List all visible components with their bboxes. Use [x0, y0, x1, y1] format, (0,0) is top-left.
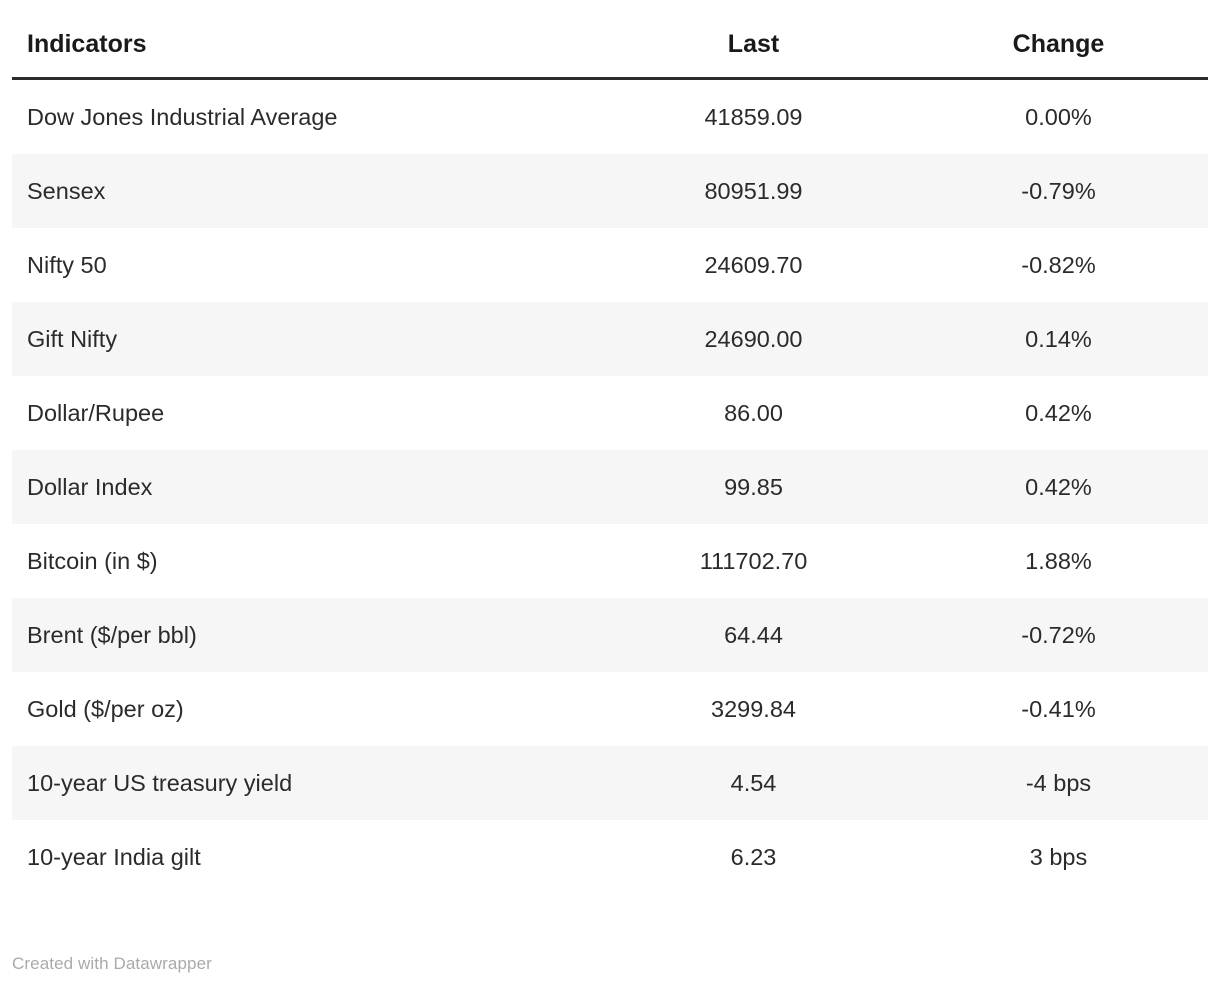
cell-last-value: 111702.70	[699, 547, 808, 574]
cell-indicator-name: Dow Jones Industrial Average	[27, 103, 338, 130]
table-body	[12, 79, 1208, 895]
table-row	[12, 672, 1208, 746]
table-row	[12, 154, 1208, 228]
column-header-last: Last	[598, 30, 909, 79]
cell-last-value: 4.54	[598, 746, 909, 820]
cell-change-value: -0.41%	[1021, 695, 1096, 722]
cell-indicator-name: Dollar Index	[12, 450, 598, 524]
cell-indicator-name: 10-year India gilt	[27, 843, 201, 870]
table-row	[12, 746, 1208, 820]
cell-change-value: 0.42%	[909, 450, 1208, 524]
table-row	[12, 450, 1208, 524]
column-header-indicators: Indicators	[12, 30, 598, 79]
cell-indicator-name: Gift Nifty	[12, 302, 598, 376]
cell-change-value: -0.72%	[909, 598, 1208, 672]
cell-indicator-name: Gold ($/per oz)	[27, 695, 184, 722]
table-header-row	[12, 30, 1208, 79]
cell-last-value: 41859.09	[704, 103, 803, 130]
table-row	[12, 302, 1208, 376]
cell-last-value: 86.00	[724, 399, 783, 426]
cell-last-value: 24609.70	[704, 251, 803, 278]
table-row	[12, 820, 1208, 894]
cell-last-value: 64.44	[598, 598, 909, 672]
cell-last-value: 6.23	[730, 843, 777, 870]
table-row	[12, 524, 1208, 598]
cell-indicator-name: Bitcoin (in $)	[27, 547, 158, 574]
cell-change-value: 3 bps	[1029, 843, 1088, 870]
cell-last-value: 24690.00	[598, 302, 909, 376]
table-row	[12, 598, 1208, 672]
cell-change-value: -0.82%	[1021, 251, 1096, 278]
cell-change-value: 0.00%	[1025, 103, 1092, 130]
cell-indicator-name: Brent ($/per bbl)	[12, 598, 598, 672]
column-header-change: Change	[909, 30, 1208, 79]
datawrapper-credit[interactable]: Created with Datawrapper	[12, 954, 212, 973]
cell-change-value: 0.42%	[1025, 399, 1092, 426]
indicators-table	[12, 30, 1208, 894]
table-row	[12, 228, 1208, 302]
cell-indicator-name: Sensex	[12, 154, 598, 228]
table-row	[12, 79, 1208, 155]
cell-indicator-name: 10-year US treasury yield	[12, 746, 598, 820]
cell-indicator-name: Dollar/Rupee	[27, 399, 165, 426]
cell-change-value: -4 bps	[909, 746, 1208, 820]
table-header	[12, 30, 1208, 79]
cell-change-value: 1.88%	[1025, 547, 1092, 574]
cell-last-value: 80951.99	[598, 154, 909, 228]
cell-last-value: 99.85	[598, 450, 909, 524]
table-row	[12, 376, 1208, 450]
cell-change-value: 0.14%	[909, 302, 1208, 376]
cell-indicator-name: Nifty 50	[27, 251, 107, 278]
cell-last-value: 3299.84	[711, 695, 796, 722]
cell-change-value: -0.79%	[909, 154, 1208, 228]
